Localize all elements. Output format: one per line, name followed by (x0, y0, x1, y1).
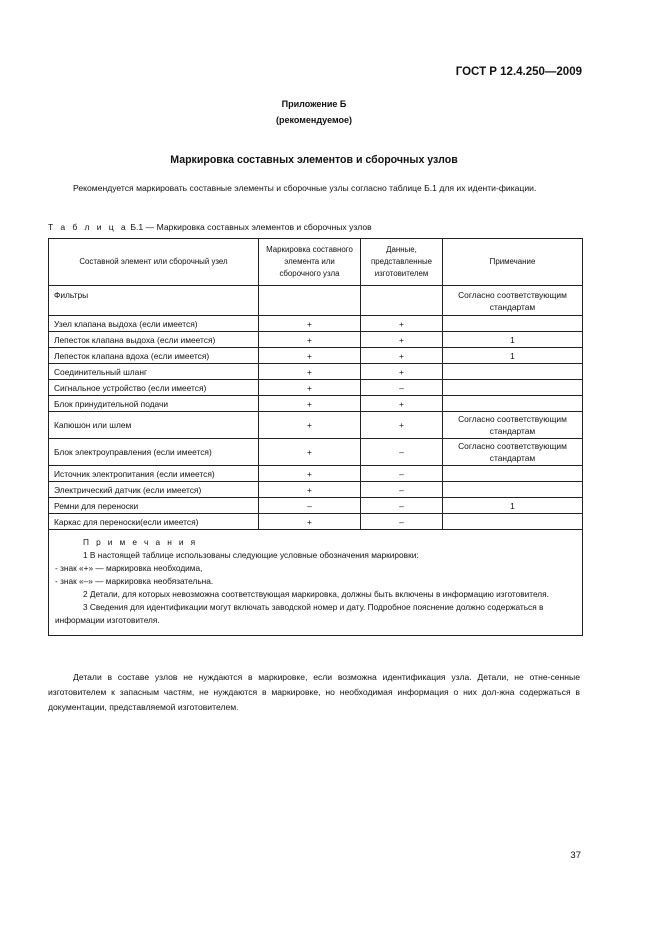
row-note: Согласно соответствующим стандартам (443, 439, 583, 466)
row-element-name: Сигнальное устройство (если имеется) (49, 380, 259, 396)
table-row (49, 466, 583, 482)
table-header-row (49, 239, 583, 286)
row-data: – (361, 514, 443, 530)
note-2: 2 Детали, для которых невозможна соответствующая маркировка, должны быть включены в информацию изготовителя. (83, 589, 549, 599)
row-marking (259, 286, 361, 316)
note-1-minus: - знак «–» — маркировка необязательна. (55, 576, 214, 586)
row-marking: + (259, 396, 361, 412)
page-number: 37 (570, 850, 581, 861)
row-note: Согласно соответствующим стандартам (443, 412, 583, 439)
row-element-name: Соединительный шланг (49, 364, 259, 380)
table-caption-text: Б.1 — Маркировка составных элементов и сборочных узлов (130, 222, 372, 232)
table-row (49, 364, 583, 380)
row-marking: + (259, 316, 361, 332)
table-row (49, 498, 583, 514)
row-note (443, 380, 583, 396)
row-element-name: Лепесток клапана вдоха (если имеется) (49, 348, 259, 364)
row-marking: + (259, 482, 361, 498)
row-marking: + (259, 380, 361, 396)
note-3: 3 Сведения для идентификации могут включать заводской номер и дату. Подробное пояснение должно содержаться в информации изготовителя. (55, 602, 544, 625)
row-element-name: Блок принудительной подачи (49, 396, 259, 412)
row-data (361, 286, 443, 316)
row-note (443, 316, 583, 332)
table-row (49, 396, 583, 412)
column-header-marking: Маркировка составного элемента или сборочного узла (259, 239, 361, 286)
column-header-data: Данные, представленные изготовителем (361, 239, 443, 286)
row-marking: + (259, 466, 361, 482)
row-data: + (361, 396, 443, 412)
appendix-title: Приложение Б (281, 99, 347, 109)
row-data: – (361, 482, 443, 498)
row-note: Согласно соответствующим стандартам (443, 286, 583, 316)
appendix-heading (0, 96, 628, 128)
row-element-name: Блок электроуправления (если имеется) (49, 439, 259, 466)
row-data: – (361, 466, 443, 482)
row-data: + (361, 332, 443, 348)
column-header-element: Составной элемент или сборочный узел (49, 239, 259, 286)
row-element-name: Ремни для переноски (49, 498, 259, 514)
page-title: Маркировка составных элементов и сборочных узлов (170, 154, 458, 166)
table-row (49, 348, 583, 364)
note-1: 1 В настоящей таблице использованы следующие условные обозначения маркировки: (83, 550, 419, 560)
column-header-note: Примечание (443, 239, 583, 286)
row-data: + (361, 348, 443, 364)
row-element-name: Источник электропитания (если имеется) (49, 466, 259, 482)
table-row (49, 380, 583, 396)
row-marking: + (259, 412, 361, 439)
row-note: 1 (443, 498, 583, 514)
closing-paragraph: Детали в составе узлов не нуждаются в маркировке, если возможна идентификация узла. Детали, не отне-сенные изготовителем к запасным частям, не нуждаются в маркировке, но необходимая информация о них дол-жна содержаться в документации, представляемой изготовителем. (48, 672, 580, 712)
row-data: + (361, 316, 443, 332)
row-data: – (361, 380, 443, 396)
table-notes-row (49, 530, 583, 636)
row-element-name: Электрический датчик (если имеется) (49, 482, 259, 498)
appendix-status: (рекомендуемое) (276, 115, 352, 125)
table-notes (49, 530, 583, 636)
row-note (443, 482, 583, 498)
row-element-name: Каркас для переноски(если имеется) (49, 514, 259, 530)
intro-paragraph: Рекомендуется маркировать составные элементы и сборочные узлы согласно таблице Б.1 для их иденти-фикации. (73, 183, 537, 193)
table-caption (48, 222, 372, 232)
row-element-name: Узел клапана выдоха (если имеется) (49, 316, 259, 332)
row-element-name: Капюшон или шлем (49, 412, 259, 439)
row-marking: + (259, 348, 361, 364)
table-row (49, 412, 583, 439)
row-element-name: Лепесток клапана выдоха (если имеется) (49, 332, 259, 348)
row-marking: – (259, 498, 361, 514)
row-data: + (361, 412, 443, 439)
note-1-plus: - знак «+» — маркировка необходима, (55, 563, 203, 573)
row-note (443, 364, 583, 380)
row-data: + (361, 364, 443, 380)
table-row (49, 316, 583, 332)
row-data: – (361, 498, 443, 514)
table-row (49, 439, 583, 466)
row-data: – (361, 439, 443, 466)
standard-number: ГОСТ Р 12.4.250—2009 (455, 66, 582, 78)
row-marking: + (259, 514, 361, 530)
row-marking: + (259, 439, 361, 466)
table-caption-prefix: Т а б л и ц а (48, 222, 128, 232)
table-row (49, 514, 583, 530)
notes-heading: П р и м е ч а н и я (83, 537, 198, 547)
table-row (49, 286, 583, 316)
row-note: 1 (443, 332, 583, 348)
table-row (49, 332, 583, 348)
row-note (443, 466, 583, 482)
marking-table (48, 238, 583, 636)
row-note: 1 (443, 348, 583, 364)
table-row (49, 482, 583, 498)
row-note (443, 514, 583, 530)
row-element-name: Фильтры (49, 286, 259, 316)
row-marking: + (259, 364, 361, 380)
row-note (443, 396, 583, 412)
row-marking: + (259, 332, 361, 348)
